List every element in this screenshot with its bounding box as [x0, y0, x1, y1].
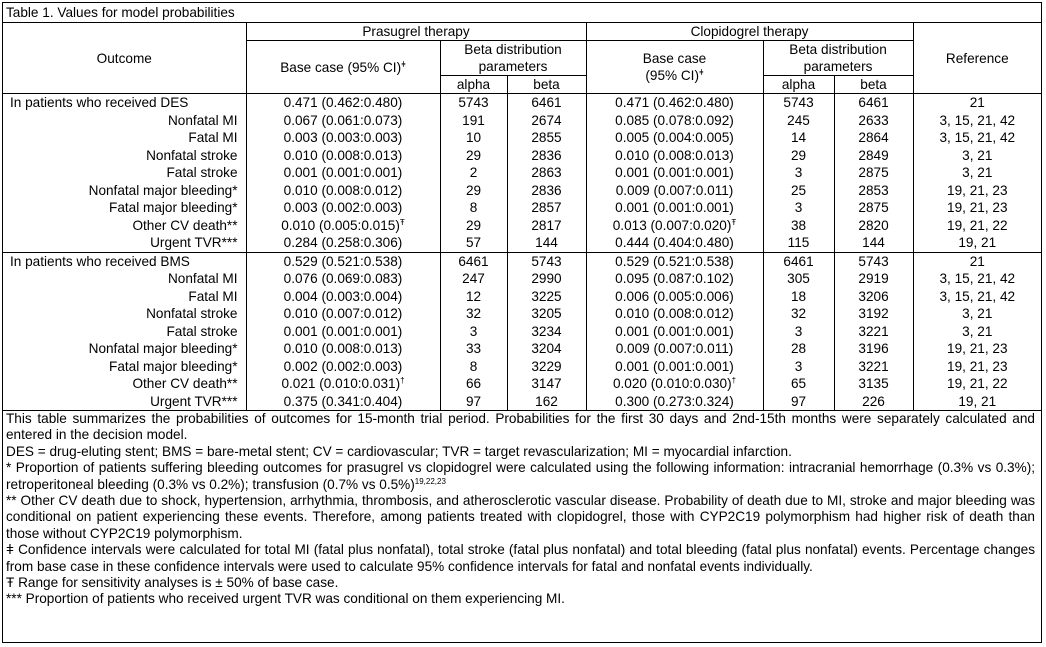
clopidogrel-beta: 5743 [834, 252, 913, 270]
note-bleeding: * Proportion of patients suffering bleeding outcomes for prasugrel vs clopidogrel were calculated using the following information: intracranial hemorrhage (0.3% vs 0.3%); retroperitoneal bleeding (0.3% vs 0.2%); transfusion (0.7% vs 0.5%)$^{19,22,23}$ [6, 460, 1035, 492]
reference: 21 [913, 252, 1041, 270]
outcome-label: Nonfatal stroke [3, 147, 246, 165]
reference: 19, 21, 23 [947, 341, 1008, 356]
clopidogrel-base-case: 0.010 (0.008:0.012) [586, 305, 763, 323]
note-confidence-intervals: ǂ Confidence intervals were calculated for total MI (fatal plus nonfatal), total stroke (fatal plus nonfatal) and total bleeding (fatal plus nonfatal) events. Percentage changes from base case in these confidence intervals were used to calculate 95% confidence intervals for fatal and nonfatal events individually. [6, 542, 1035, 574]
prasugrel-base-case: 0.010 (0.005:0.015)$^Ŧ$ [246, 217, 440, 235]
outcome-label: Fatal major bleeding* [3, 358, 246, 376]
prasugrel-alpha: 29 [440, 217, 507, 235]
prasugrel-base-case: 0.471 (0.462:0.480) [246, 94, 440, 112]
reference: 19, 21, 22 [947, 376, 1008, 391]
prasugrel-beta: 6461 [507, 94, 586, 112]
table-caption: Table 1. Values for model probabilities [3, 3, 1041, 23]
prasugrel-alpha: 8 [440, 199, 507, 217]
prasugrel-beta: 2836 [507, 182, 586, 200]
note-summary: This table summarizes the probabilities of outcomes for 15-month trial period. Probabilities for the first 30 days and 2nd-15th months were separately calculated and entered in the decision model. [6, 411, 1035, 443]
prasugrel-alpha: 5743 [440, 94, 507, 112]
reference: 3, 15, 21, 42 [939, 288, 1016, 304]
clopidogrel-beta: 2853 [834, 182, 913, 200]
clopidogrel-base-case: 0.006 (0.005:0.006) [586, 288, 763, 306]
reference: 3, 21 [962, 323, 993, 339]
prasugrel-base-case: 0.001 (0.001:0.001) [246, 323, 440, 341]
reference: 3, 21 [962, 165, 993, 180]
reference: 19, 21, 22 [947, 217, 1008, 233]
prasugrel-beta: 2855 [507, 129, 586, 147]
header-beta-params-clopidogrel: Beta distribution parameters [763, 41, 913, 76]
outcome-label: Nonfatal major bleeding* [3, 182, 246, 200]
prasugrel-base-case: 0.010 (0.008:0.013) [246, 340, 440, 358]
clopidogrel-beta: 3206 [834, 288, 913, 306]
outcome-label: Fatal MI [3, 288, 246, 306]
prasugrel-alpha: 97 [440, 393, 507, 411]
table-row-group [3, 94, 1041, 112]
note-cv-death: ** Other CV death due to shock, hypertension, arrhythmia, thrombosis, and atherosclerotic vascular disease. Probability of death due to MI, stroke and major bleeding was conditional on patient experiencing these events. Therefore, among patients treated with clopidogrel, those with CYP2C19 polymorphism had higher risk of death than those without CYP2C19 polymorphism. [6, 493, 1035, 541]
clopidogrel-alpha: 305 [763, 270, 834, 288]
prasugrel-alpha: 66 [440, 375, 507, 393]
note-range: Ŧ Range for sensitivity analyses is ± 50% of base case. [6, 575, 339, 591]
clopidogrel-alpha: 65 [763, 375, 834, 393]
table-notes [3, 410, 1041, 608]
clopidogrel-base-case: 0.471 (0.462:0.480) [586, 94, 763, 112]
clopidogrel-alpha: 6461 [763, 252, 834, 270]
prasugrel-alpha: 2 [440, 164, 507, 182]
table-row [3, 217, 1041, 235]
clopidogrel-base-case: 0.020 (0.010:0.030)† [586, 375, 763, 393]
table-row [3, 129, 1041, 147]
header-base-case-clopidogrel: Base case (95% CI)$^ǂ$ [586, 41, 763, 94]
outcome-label: Nonfatal MI [3, 270, 246, 288]
table-row-group [3, 252, 1041, 270]
prasugrel-alpha: 57 [440, 234, 507, 252]
header-beta-params-prasugrel: Beta distribution parameters [440, 41, 586, 76]
group-label: In patients who received BMS [3, 252, 246, 270]
prasugrel-beta: 2674 [507, 112, 586, 130]
prasugrel-alpha: 191 [440, 112, 507, 130]
clopidogrel-alpha: 25 [763, 182, 834, 200]
table-row [3, 375, 1041, 393]
probabilities-table [3, 23, 1041, 410]
clopidogrel-beta: 2633 [834, 112, 913, 130]
clopidogrel-alpha: 32 [763, 305, 834, 323]
prasugrel-base-case: 0.001 (0.001:0.001) [246, 164, 440, 182]
prasugrel-beta: 3147 [507, 375, 586, 393]
clopidogrel-alpha: 97 [763, 393, 834, 411]
outcome-label: Fatal major bleeding* [3, 199, 246, 217]
table-row [3, 305, 1041, 323]
clopidogrel-alpha: 14 [763, 129, 834, 147]
prasugrel-alpha: 247 [440, 270, 507, 288]
prasugrel-beta: 2990 [507, 270, 586, 288]
prasugrel-base-case: 0.003 (0.003:0.003) [246, 129, 440, 147]
prasugrel-alpha: 3 [440, 323, 507, 341]
clopidogrel-base-case: 0.001 (0.001:0.001) [586, 164, 763, 182]
clopidogrel-beta: 2864 [834, 129, 913, 147]
clopidogrel-beta: 2875 [834, 164, 913, 182]
prasugrel-beta: 144 [507, 234, 586, 252]
header-alpha-clopidogrel: alpha [763, 76, 834, 94]
clopidogrel-alpha: 3 [763, 358, 834, 376]
prasugrel-alpha: 10 [440, 129, 507, 147]
reference: 3, 21 [962, 306, 993, 321]
prasugrel-beta: 3234 [507, 323, 586, 341]
prasugrel-base-case: 0.021 (0.010:0.031)† [246, 375, 440, 393]
clopidogrel-beta: 2875 [834, 199, 913, 217]
clopidogrel-beta: 226 [834, 393, 913, 411]
clopidogrel-alpha: 29 [763, 147, 834, 165]
reference: 19, 21, 23 [947, 358, 1008, 374]
prasugrel-base-case: 0.010 (0.007:0.012) [246, 305, 440, 323]
clopidogrel-base-case: 0.009 (0.007:0.011) [586, 182, 763, 200]
clopidogrel-base-case: 0.001 (0.001:0.001) [586, 358, 763, 376]
prasugrel-base-case: 0.010 (0.008:0.013) [246, 147, 440, 165]
prasugrel-base-case: 0.375 (0.341:0.404) [246, 393, 440, 411]
clopidogrel-beta: 3221 [834, 358, 913, 376]
prasugrel-base-case: 0.284 (0.258:0.306) [246, 234, 440, 252]
header-base-case-prasugrel: Base case (95% CI)$^ǂ$ [246, 41, 440, 94]
table-row [3, 393, 1041, 411]
prasugrel-alpha: 33 [440, 340, 507, 358]
header-prasugrel: Prasugrel therapy [246, 23, 586, 41]
outcome-label: Other CV death** [3, 375, 246, 393]
table-row [3, 358, 1041, 376]
clopidogrel-alpha: 38 [763, 217, 834, 235]
clopidogrel-beta: 2919 [834, 270, 913, 288]
clopidogrel-alpha: 3 [763, 323, 834, 341]
clopidogrel-base-case: 0.001 (0.001:0.001) [586, 323, 763, 341]
note-abbreviations: DES = drug-eluting stent; BMS = bare-metal stent; CV = cardiovascular; TVR = target revascularization; MI = myocardial infarction. [6, 443, 792, 459]
outcome-label: Urgent TVR*** [3, 393, 246, 411]
table-row [3, 340, 1041, 358]
outcome-label: Urgent TVR*** [3, 234, 246, 252]
clopidogrel-base-case: 0.009 (0.007:0.011) [586, 340, 763, 358]
reference: 3, 15, 21, 42 [939, 271, 1016, 286]
outcome-label: Nonfatal major bleeding* [3, 340, 246, 358]
prasugrel-alpha: 6461 [440, 252, 507, 270]
clopidogrel-beta: 3221 [834, 323, 913, 341]
prasugrel-beta: 2857 [507, 199, 586, 217]
clopidogrel-beta: 6461 [834, 94, 913, 112]
table-container [2, 2, 1042, 643]
outcome-label: Fatal stroke [3, 323, 246, 341]
clopidogrel-alpha: 18 [763, 288, 834, 306]
group-label: In patients who received DES [3, 94, 246, 112]
table-row [3, 164, 1041, 182]
prasugrel-beta: 3205 [507, 305, 586, 323]
table-row [3, 234, 1041, 252]
prasugrel-alpha: 32 [440, 305, 507, 323]
note-urgent-tvr: *** Proportion of patients who received urgent TVR was conditional on them experiencing MI. [6, 591, 565, 607]
header-alpha-prasugrel: alpha [440, 76, 507, 94]
clopidogrel-base-case: 0.010 (0.008:0.013) [586, 147, 763, 165]
clopidogrel-beta: 2820 [834, 217, 913, 235]
clopidogrel-alpha: 3 [763, 164, 834, 182]
prasugrel-base-case: 0.002 (0.002:0.003) [246, 358, 440, 376]
clopidogrel-base-case: 0.444 (0.404:0.480) [586, 234, 763, 252]
prasugrel-beta: 5743 [507, 252, 586, 270]
clopidogrel-beta: 2849 [834, 147, 913, 165]
clopidogrel-beta: 3196 [834, 340, 913, 358]
clopidogrel-base-case: 0.529 (0.521:0.538) [586, 252, 763, 270]
outcome-label: Other CV death** [3, 217, 246, 235]
clopidogrel-base-case: 0.005 (0.004:0.005) [586, 129, 763, 147]
prasugrel-base-case: 0.067 (0.061:0.073) [246, 112, 440, 130]
prasugrel-beta: 2817 [507, 217, 586, 235]
prasugrel-alpha: 12 [440, 288, 507, 306]
clopidogrel-base-case: 0.085 (0.078:0.092) [586, 112, 763, 130]
prasugrel-base-case: 0.004 (0.003:0.004) [246, 288, 440, 306]
clopidogrel-alpha: 245 [763, 112, 834, 130]
table-row [3, 199, 1041, 217]
reference: 3, 21 [962, 147, 993, 163]
reference: 21 [969, 95, 985, 110]
table-row [3, 112, 1041, 130]
table-row [3, 288, 1041, 306]
header-beta-clopidogrel: beta [834, 76, 913, 94]
table-row [3, 270, 1041, 288]
reference: 19, 21, 23 [947, 200, 1008, 215]
prasugrel-beta: 3204 [507, 340, 586, 358]
reference: 19, 21 [958, 235, 997, 250]
clopidogrel-alpha: 5743 [763, 94, 834, 112]
reference: 19, 21 [958, 393, 997, 409]
prasugrel-beta: 2836 [507, 147, 586, 165]
outcome-label: Fatal MI [3, 129, 246, 147]
reference: 3, 15, 21, 42 [939, 130, 1016, 145]
clopidogrel-alpha: 3 [763, 199, 834, 217]
clopidogrel-base-case: 0.095 (0.087:0.102) [586, 270, 763, 288]
prasugrel-base-case: 0.003 (0.002:0.003) [246, 199, 440, 217]
clopidogrel-base-case: 0.013 (0.007:0.020)$^Ŧ$ [586, 217, 763, 235]
prasugrel-beta: 2863 [507, 164, 586, 182]
table-row [3, 147, 1041, 165]
clopidogrel-alpha: 115 [763, 234, 834, 252]
table-row [3, 182, 1041, 200]
clopidogrel-alpha: 28 [763, 340, 834, 358]
prasugrel-alpha: 29 [440, 182, 507, 200]
prasugrel-beta: 3225 [507, 288, 586, 306]
reference: 19, 21, 23 [947, 182, 1008, 198]
header-reference: Reference [913, 23, 1041, 94]
header-clopidogrel: Clopidogrel therapy [586, 23, 913, 41]
header-beta-prasugrel: beta [507, 76, 586, 94]
clopidogrel-beta: 3135 [834, 375, 913, 393]
outcome-label: Fatal stroke [3, 164, 246, 182]
clopidogrel-beta: 144 [834, 234, 913, 252]
outcome-label: Nonfatal stroke [3, 305, 246, 323]
header-outcome: Outcome [3, 23, 246, 94]
reference: 3, 15, 21, 42 [939, 112, 1016, 128]
prasugrel-beta: 162 [507, 393, 586, 411]
prasugrel-base-case: 0.529 (0.521:0.538) [246, 252, 440, 270]
clopidogrel-base-case: 0.001 (0.001:0.001) [586, 199, 763, 217]
prasugrel-beta: 3229 [507, 358, 586, 376]
prasugrel-base-case: 0.076 (0.069:0.083) [246, 270, 440, 288]
prasugrel-base-case: 0.010 (0.008:0.012) [246, 182, 440, 200]
outcome-label: Nonfatal MI [3, 112, 246, 130]
prasugrel-alpha: 8 [440, 358, 507, 376]
clopidogrel-beta: 3192 [834, 305, 913, 323]
table-row [3, 323, 1041, 341]
clopidogrel-base-case: 0.300 (0.273:0.324) [586, 393, 763, 411]
prasugrel-alpha: 29 [440, 147, 507, 165]
